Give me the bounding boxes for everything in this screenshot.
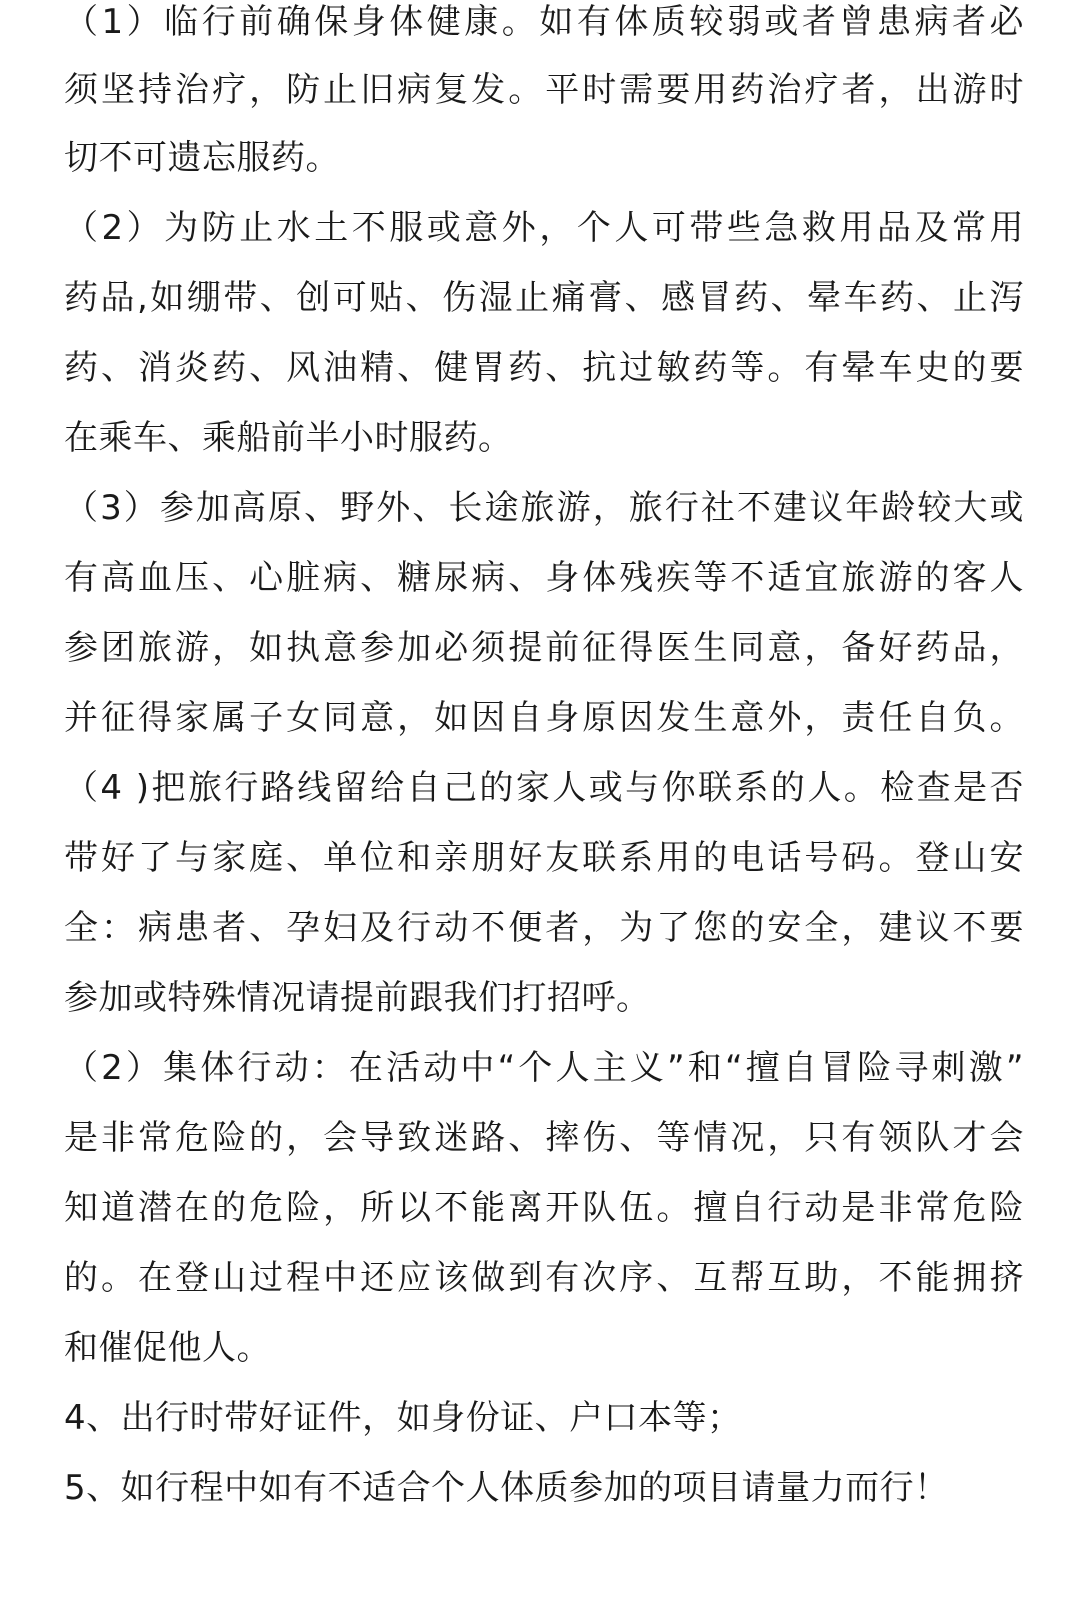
text-line: 参团旅游，如执意参加必须提前征得医生同意，备好药品， — [64, 628, 1024, 668]
text-line: 须坚持治疗，防止旧病复发。平时需要用药治疗者，出游时 — [64, 70, 1024, 110]
text-line: 的。在登山过程中还应该做到有次序、互帮互助，不能拥挤 — [64, 1258, 1024, 1298]
text-line: 有高血压、心脏病、糖尿病、身体残疾等不适宜旅游的客人 — [64, 558, 1024, 598]
text-line: 并征得家属子女同意，如因自身原因发生意外，责任自负。 — [64, 698, 1024, 738]
text-line: 切不可遗忘服药。 — [64, 138, 340, 178]
text-line: 药品,如绷带、创可贴、伤湿止痛膏、感冒药、晕车药、止泻 — [64, 278, 1024, 318]
text-line: 4、出行时带好证件，如身份证、户口本等； — [64, 1398, 742, 1438]
text-line: 药、消炎药、风油精、健胃药、抗过敏药等。有晕车史的要 — [64, 348, 1024, 388]
text-line: （2）集体行动：在活动中“个人主义”和“擅自冒险寻刺激” — [64, 1048, 1024, 1088]
text-line: 全：病患者、孕妇及行动不便者，为了您的安全，建议不要 — [64, 908, 1024, 948]
text-line: （4 )把旅行路线留给自己的家人或与你联系的人。检查是否 — [64, 768, 1024, 808]
text-line: 和催促他人。 — [64, 1328, 271, 1368]
text-line: 5、如行程中如有不适合个人体质参加的项目请量力而行！ — [64, 1468, 949, 1508]
text-line: 知道潜在的危险，所以不能离开队伍。擅自行动是非常危险 — [64, 1188, 1024, 1228]
text-line: （1）临行前确保身体健康。如有体质较弱或者曾患病者必 — [64, 2, 1024, 42]
text-line: 是非常危险的，会导致迷路、摔伤、等情况，只有领队才会 — [64, 1118, 1024, 1158]
text-line: （3）参加高原、野外、长途旅游，旅行社不建议年龄较大或 — [64, 488, 1024, 528]
text-line: 带好了与家庭、单位和亲朋好友联系用的电话号码。登山安 — [64, 838, 1024, 878]
text-line: 参加或特殊情况请提前跟我们打招呼。 — [64, 978, 651, 1018]
text-line: 在乘车、乘船前半小时服药。 — [64, 418, 513, 458]
text-line: （2）为防止水土不服或意外，个人可带些急救用品及常用 — [64, 208, 1024, 248]
